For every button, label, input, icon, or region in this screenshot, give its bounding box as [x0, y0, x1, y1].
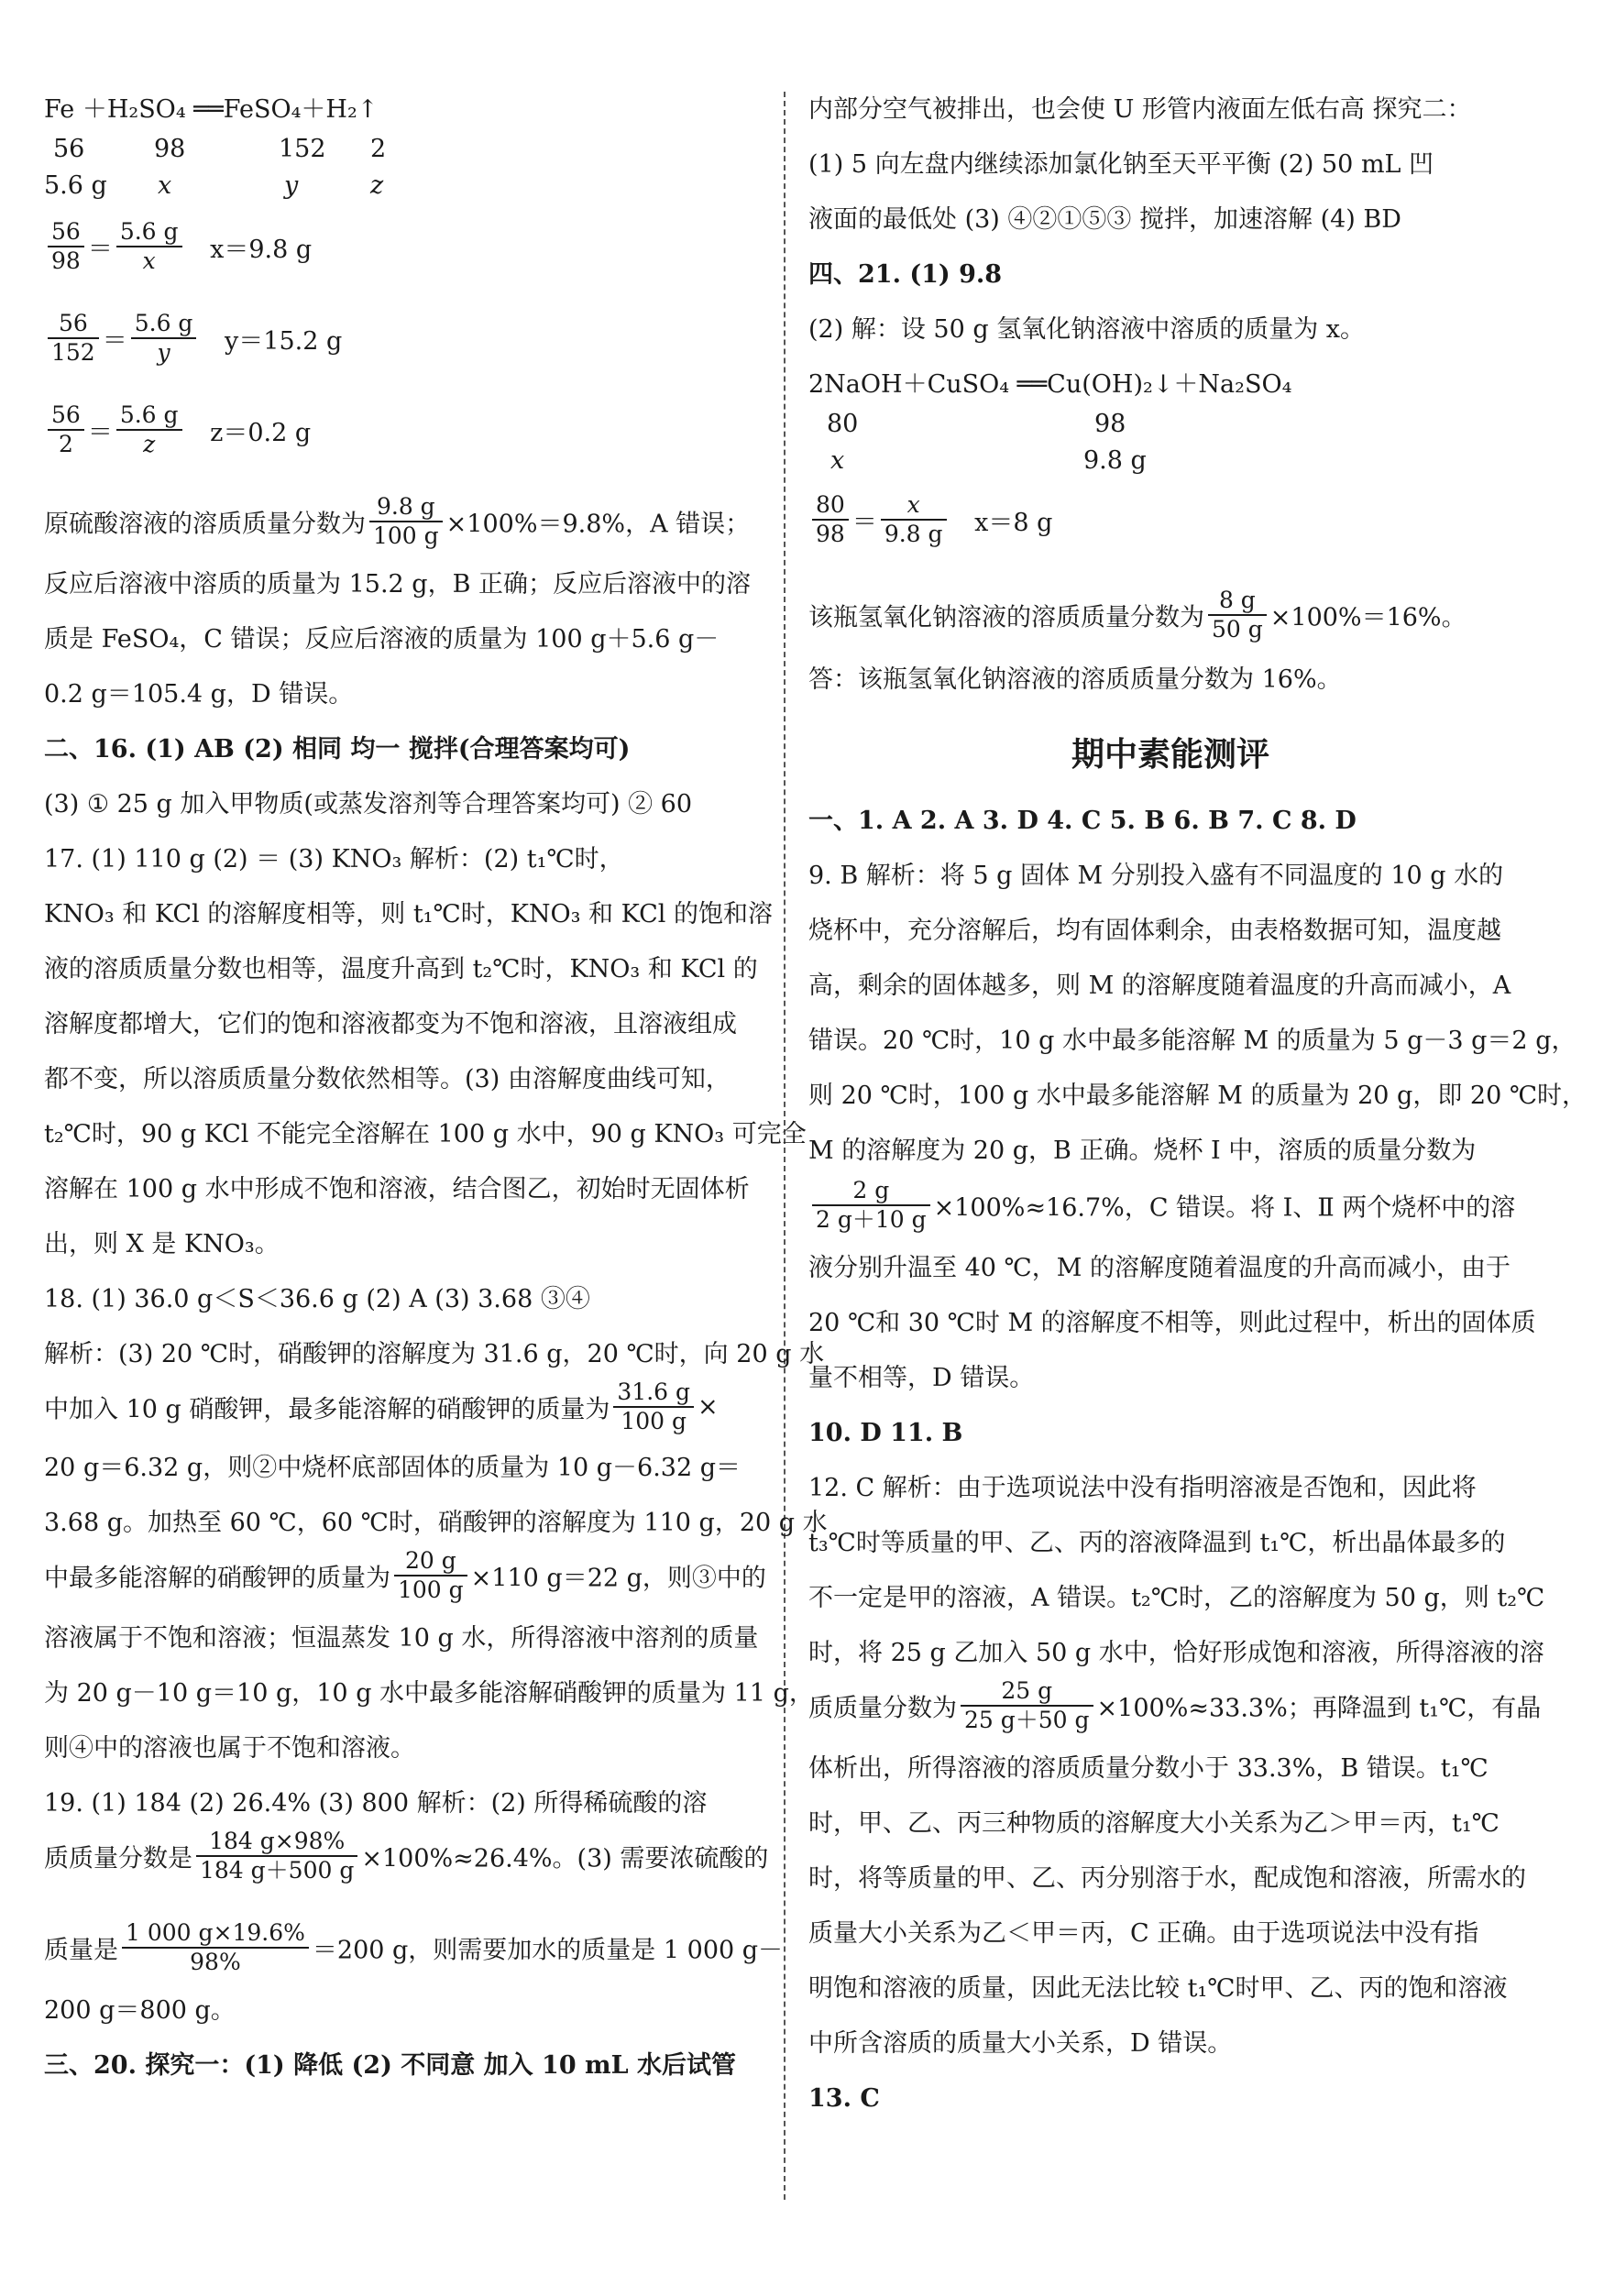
- q18-line3: 中加入 10 g 硝酸钾，最多能溶解的硝酸钾的质量为 $\frac{31.6 g}{100 g}$ ×: [44, 1379, 719, 1434]
- proportion-z: $\frac{56}{2}$ ＝ $\frac{5.6 g}{z}$ z＝0.2 g: [44, 401, 311, 458]
- q17-line3: 液的溶质质量分数也相等，温度升高到 t₂℃时，KNO₃ 和 KCl 的: [44, 955, 758, 983]
- q18-line6: 中最多能溶解的硝酸钾的质量为 $\frac{20 g}{100 g}$ ×110 g＝22 g，则③中的: [44, 1547, 766, 1603]
- mass-fe: 56: [53, 135, 85, 163]
- reaction-equation-1: Fe ＋H₂SO₄ ══FeSO₄＋H₂↑: [44, 95, 379, 124]
- q9-line8: 液分别升温至 40 ℃，M 的溶解度随着温度的升高而减小，由于: [808, 1254, 1511, 1282]
- unknown-z: z: [370, 171, 384, 200]
- q16-line1: 二、16. (1) AB (2) 相同 均一 搅拌(合理答案均可): [44, 735, 631, 764]
- para1-line3: 质是 FeSO₄，C 错误；反应后溶液的质量为 100 g＋5.6 g－: [44, 625, 720, 654]
- q9-line9: 20 ℃和 30 ℃时 M 的溶解度不相等，则此过程中，析出的固体质: [808, 1309, 1536, 1337]
- q13: 13. C: [808, 2084, 880, 2113]
- q12-line11: 中所含溶质的质量大小关系，D 错误。: [808, 2029, 1233, 2058]
- q9-line2: 烧杯中，充分溶解后，均有固体剩余，由表格数据可知，温度越: [808, 917, 1501, 945]
- para1-line4: 0.2 g＝105.4 g，D 错误。: [44, 680, 354, 709]
- mass-naoh: 80: [827, 410, 859, 438]
- fraction-right: $\frac{5.6 g}{x}$: [116, 218, 182, 275]
- known-cuoh2: 9.8 g: [1083, 446, 1147, 475]
- q19-line1: 19. (1) 184 (2) 26.4% (3) 800 解析：(2) 所得稀硫酸的溶: [44, 1789, 708, 1818]
- proportion-naoh: $\frac{80}{98}$ ＝ $\frac{x}{9.8 g}$ x＝8 g: [808, 491, 1052, 548]
- q19-line3: 质量是 $\frac{1 000 g\times 19.6\%}{98\%}$ ＝200 g，则需要加水的质量是 1 000 g－: [44, 1919, 784, 1975]
- q18-line2: 解析：(3) 20 ℃时，硝酸钾的溶解度为 31.6 g，20 ℃时，向 20 g 水: [44, 1340, 825, 1368]
- q9-line4: 错误。20 ℃时，10 g 水中最多能溶解 M 的质量为 5 g－3 g＝2 g，: [808, 1027, 1577, 1055]
- q17-line8: 出，则 X 是 KNO₃。: [44, 1230, 280, 1258]
- para1-line2: 反应后溶液中溶质的质量为 15.2 g，B 正确；反应后溶液中的溶: [44, 570, 751, 599]
- q17-line1: 17. (1) 110 g (2) ＝ (3) KNO₃ 解析：(2) t₁℃时，: [44, 845, 624, 873]
- result-z: z＝0.2 g: [210, 418, 312, 447]
- unknown-x: x: [158, 171, 172, 200]
- result-y: y＝15.2 g: [225, 326, 343, 356]
- q20-line1: 三、20. 探究一：(1) 降低 (2) 不同意 加入 10 mL 水后试管: [44, 2051, 736, 2080]
- q18-line9: 则④中的溶液也属于不饱和溶液。: [44, 1734, 415, 1763]
- q18-line8: 为 20 g－10 g＝10 g，10 g 水中最多能溶解硝酸钾的质量为 11 g，: [44, 1679, 814, 1708]
- q12-line2: t₃℃时等质量的甲、乙、丙的溶液降温到 t₁℃，析出晶体最多的: [808, 1529, 1506, 1557]
- q9-line3: 高，剩余的固体越多，则 M 的溶解度随着温度的升高而减小，A: [808, 972, 1511, 1000]
- q12-line4: 时，将 25 g 乙加入 50 g 水中，恰好形成饱和溶液，所得溶液的溶: [808, 1639, 1544, 1667]
- q18-line5: 3.68 g。加热至 60 ℃，60 ℃时，硝酸钾的溶解度为 110 g，20 g 水: [44, 1509, 828, 1537]
- q18-line7: 溶液属于不饱和溶液；恒温蒸发 10 g 水，所得溶液中溶剂的质量: [44, 1624, 759, 1653]
- mass-h2so4: 98: [154, 135, 186, 163]
- q17-line2: KNO₃ 和 KCl 的溶解度相等，则 t₁℃时，KNO₃ 和 KCl 的饱和溶: [44, 900, 773, 928]
- q20-cont-line2: (1) 5 向左盘内继续添加氯化钠至天平平衡 (2) 50 mL 凹: [808, 150, 1434, 179]
- q18-line1: 18. (1) 36.0 g＜S＜36.6 g (2) A (3) 3.68 ③④: [44, 1285, 590, 1313]
- q9-line5: 则 20 ℃时，100 g 水中最多能溶解 M 的质量为 20 g，即 20 ℃时，: [808, 1082, 1588, 1110]
- q12-line5: 质质量分数为 $\frac{25 g}{25 g+50 g}$ ×100%≈33.3%；再降温到 t₁℃，有晶: [808, 1677, 1542, 1733]
- q9-line6: M 的溶解度为 20 g，B 正确。烧杯 Ⅰ 中，溶质的质量分数为: [808, 1137, 1477, 1165]
- q17-line6: t₂℃时，90 g KCl 不能完全溶解在 100 g 水中，90 g KNO₃ 可完全: [44, 1120, 807, 1148]
- q19-line2: 质质量分数是 $\frac{184 g\times 98\%}{184 g+500 g}$ ×100%≈26.4%。(3) 需要浓硫酸的: [44, 1828, 769, 1884]
- q12-line3: 不一定是甲的溶液，A 错误。t₂℃时，乙的溶解度为 50 g，则 t₂℃: [808, 1584, 1545, 1612]
- q21-answer: 答：该瓶氢氧化钠溶液的溶质质量分数为 16%。: [808, 665, 1342, 694]
- q10-11: 10. D 11. B: [808, 1419, 963, 1447]
- q21-line1: 四、21. (1) 9.8: [808, 260, 1003, 289]
- fraction-right: $\frac{5.6 g}{y}$: [131, 310, 197, 367]
- unknown-y: y: [284, 171, 299, 200]
- fraction-left: $\frac{56}{2}$: [48, 401, 84, 458]
- section-title: 期中素能测评: [1071, 735, 1269, 774]
- reaction-equation-2: 2NaOH＋CuSO₄ ══Cu(OH)₂↓＋Na₂SO₄: [808, 370, 1292, 399]
- q12-line10: 明饱和溶液的质量，因此无法比较 t₁℃时甲、乙、丙的饱和溶液: [808, 1974, 1508, 2003]
- q12-line1: 12. C 解析：由于选项说法中没有指明溶液是否饱和，因此将: [808, 1474, 1477, 1502]
- q21-line3: 该瓶氢氧化钠溶液的溶质质量分数为 $\frac{8 g}{50 g}$ ×100%＝16%。: [808, 587, 1467, 643]
- known-fe: 5.6 g: [44, 171, 107, 200]
- para1-line1: 原硫酸溶液的溶质质量分数为 $\frac{9.8 g}{100 g}$ ×100%＝9.8%，A 错误；: [44, 493, 751, 549]
- fraction-left: $\frac{56}{152}$: [48, 310, 99, 367]
- q12-line6: 体析出，所得溶液的溶质质量分数小于 33.3%，B 错误。t₁℃: [808, 1754, 1489, 1783]
- result-x: x＝9.8 g: [210, 235, 313, 264]
- mc-answers: 一、1. A 2. A 3. D 4. C 5. B 6. B 7. C 8. D: [808, 807, 1357, 835]
- mass-cuoh2: 98: [1094, 410, 1126, 438]
- proportion-y: $\frac{56}{152}$ ＝ $\frac{5.6 g}{y}$ y＝15.2 g: [44, 310, 342, 367]
- q21-line2: (2) 解：设 50 g 氢氧化钠溶液中溶质的质量为 x。: [808, 315, 1366, 344]
- q12-line9: 质量大小关系为乙＜甲＝丙，C 正确。由于选项说法中没有指: [808, 1919, 1479, 1948]
- q9-line1: 9. B 解析：将 5 g 固体 M 分别投入盛有不同温度的 10 g 水的: [808, 862, 1504, 890]
- unknown-x: x: [830, 446, 845, 475]
- proportion-x: $\frac{56}{98}$ ＝ $\frac{5.6 g}{x}$ x＝9.8 g: [44, 218, 312, 275]
- mass-feso4: 152: [279, 135, 326, 163]
- q18-line4: 20 g＝6.32 g，则②中烧杯底部固体的质量为 10 g－6.32 g＝: [44, 1454, 741, 1482]
- q17-line5: 都不变，所以溶质质量分数依然相等。(3) 由溶解度曲线可知，: [44, 1065, 731, 1093]
- q20-cont-line1: 内部分空气被排出，也会使 U 形管内液面左低右高 探究二：: [808, 95, 1472, 124]
- fraction-right: $\frac{5.6 g}{z}$: [116, 401, 182, 458]
- q12-line8: 时，将等质量的甲、乙、丙分别溶于水，配成饱和溶液，所需水的: [808, 1864, 1526, 1893]
- q9-line10: 量不相等，D 错误。: [808, 1364, 1035, 1392]
- q19-line4: 200 g＝800 g。: [44, 1996, 236, 2025]
- fraction-left: $\frac{56}{98}$: [48, 218, 84, 275]
- q20-cont-line3: 液面的最低处 (3) ④②①⑤③ 搅拌，加速溶解 (4) BD: [808, 205, 1401, 234]
- mass-h2: 2: [370, 135, 387, 163]
- q12-line7: 时，甲、乙、丙三种物质的溶解度大小关系为乙＞甲＝丙，t₁℃: [808, 1809, 1500, 1838]
- q17-line4: 溶解度都增大，它们的饱和溶液都变为不饱和溶液，且溶液组成: [44, 1010, 737, 1038]
- q17-line7: 溶解在 100 g 水中形成不饱和溶液，结合图乙，初始时无固体析: [44, 1175, 750, 1203]
- q16-line2: (3) ① 25 g 加入甲物质(或蒸发溶剂等合理答案均可) ② 60: [44, 790, 693, 818]
- q9-line7: $\frac{2 g}{2 g+10 g}$ ×100%≈16.7%，C 错误。将 Ⅰ、Ⅱ 两个烧杯中的溶: [808, 1177, 1515, 1234]
